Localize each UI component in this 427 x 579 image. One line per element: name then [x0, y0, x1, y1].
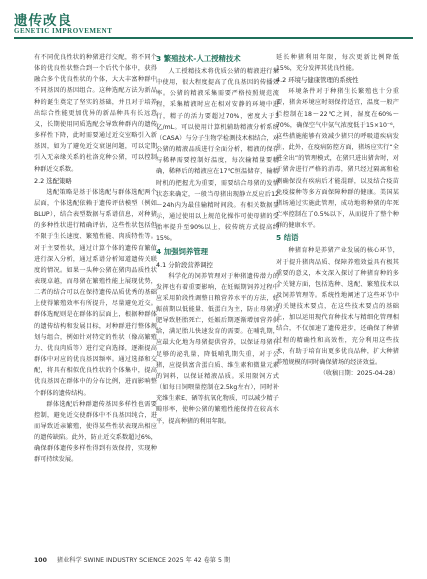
section-title: 遗传改良	[14, 13, 72, 29]
paragraph: 科学化的饲养管理对于种猪遗传潜力的发挥也有着重要影响，在妊娠期饲养过程中应采用阶段性调整日粮营养水平的方法，妊娠前期以低能量、低蛋白为主，防止母猪过肥导致胚胎死亡，妊娠后期逐渐增加营养供给，满足胎儿快速发育的需要。在哺乳期，应最大化地为母猪提供营养，以保证母猪有足够的泌乳量，降低哺乳期失重，对于公猪，应提供富含蛋白质、维生素和微量元素的饲料，以保证精液品质。采用限饲方式（如每日饲喂量控制在2.5kg左右），同时补充维生素E、硒等抗氧化物质，可以减少精子畸形率，使种公猪的繁殖性能保持在较高水平，提高种猪的利用年限。	[156, 272, 279, 425]
page-number: 100	[34, 557, 47, 564]
section-subtitle: GENETIC IMPROVEMENT	[14, 27, 113, 35]
text-column-3	[276, 52, 399, 379]
paragraph: 选配策略是基于体选配与群体选配两个层面，个体选配依赖于遗传评估模型（例如BLUP），结合表型数据与系谱信息，对种猪的多种性状进行精确评估，这些性状包括但不限于生长速度、繁殖性能、肉质特性等。对于主要性状，通过计算个体的遗传育繁值进行深入分析，通过系谱分析知道遗传关联度的情况。如果一头种公猪在猪肉品质性状表现卓越，而母猪在繁殖性能上展现优势，二者的结合可以在保持遗传品质优秀的基础上使得繁殖效率有所提升，尽量避免近交。群体选配则是在群体的层面上，根据种群体的遗传结构和发展目标，对种群进行整体规划与组合，例如针对特定的性状（像高繁殖力、优良肉质等）进行定向选择，逐渐提高群体中对应的优良基因频率。通过选择和交配，将具有相似优良性状的个体集中，提高优良基因在群体中的分布比例，进而影响整个群体的遗传结构。	[34, 188, 157, 397]
page-footer	[34, 555, 414, 564]
subheading-4-1: 4.1 分阶段营养调控	[156, 260, 213, 269]
journal-citation: 猪业科学 SWINE INDUSTRY SCIENCE 2025 年 42 卷第 5 期	[56, 557, 231, 564]
subheading-4-2: 4.2 环境与健康管理的系统性	[276, 76, 359, 85]
text-column-1	[34, 52, 157, 466]
paragraph: 环境条件对于种猪生长繁殖也十分重要，猪舍环境应时刻保持适宜，温度一般产栏控制在18～22℃之间，湿度在60%～70%，确保空气中氨气浓度低于15×10⁻⁶，这些措施能够有效减少猪只的呼吸道疾病发生，此外，在疫病防控方面，猪场应实行“全进全出”的管理模式，在猪只进出猪舍时，对于猪舍进行严格的消毒，猪只经过隔离和检测确保没有疾病后才能混群，以及结合疫苗免疫接种等多方面保障种群的健康。美国某猪场通过实施此管理，成功地将种猪的年死亡率控制在了0.5%以下，从而提升了整个种群的健康水平。	[276, 88, 399, 230]
paragraph: 种猪育种是养猪产业发展的核心环节，对于提升猪肉品质、保障养殖效益具有极其重要的意义，本文深入探讨了种猪育种的多个关键方面，包括选种、选配、繁殖技术以及饲养管理等。系统性地阐述了这些环节中的关键技术要点，在这些技术要点的基础上，加以运用现代育种技术与精细化管理相结合，不仅加速了遗传进步，还确保了种猪过程的精确性和高效性，充分利用这些技术，有助于培育出更多优良品种，扩大种猪养殖规模的同时确保猪场的经济效益。	[276, 247, 399, 366]
heading-5: 5 结语	[276, 233, 299, 243]
page-header	[0, 0, 427, 44]
heading-3: 3 繁殖技术-人工授精技术	[156, 54, 241, 63]
paragraph: 延长种猪利用年限，每次更新比例降低15%，充分发挥其优良性能。	[276, 54, 399, 73]
subheading-2-2: 2.2 选配策略	[34, 176, 72, 185]
header-divider	[14, 37, 413, 39]
paragraph: 有不同优良性状的种猪进行交配，将不同个体的优良性状整合到一个后代个体中，获得融合多个优良性状的个体，大大丰富种群中不同基因的基因组合。这种选配方法为新品种的诞生奠定了坚实的基础，并且对于培养出综合性能更加优异的新品种具有长远意义，长期使用同质选配会导致种群内的遗传多样性下降，此时需要通过近交室略引入新基因，如为了避免近交衰退问题，可以定期引入无亲缘关系的杜洛克种公猪，可以控制种群近交系数。	[34, 54, 157, 173]
received-date: （收稿日期：2025-04-28）	[319, 370, 399, 378]
heading-4: 4 加强饲养管理	[156, 246, 209, 256]
paragraph: 群体选配后种群遗传基因多样性也需要控制，避免近交使群体中不良基因纯合，进而导致近亲繁殖，使得某些性状表现出相应的遗传缺陷。此外，防止近交系数超过6%，确保群体遗传多样性得到有效保持，实现种群可持续发展。	[34, 400, 157, 464]
text-column-2	[156, 52, 279, 427]
paragraph: 人工授精技术将优质公猪的精液进行集中使用，很大程度提高了优良基因的传播效率。公猪的精液采集需要严格按照规范流程，采集精液时应在相对安静的环境中进行，精子的活力要超过70%，密度大于3亿/mL。可以使用计算机辅助精液分析系统（CASA）与分子生物学检测技术相结合，对公猪的精液品质进行全面分析，精液的保存与稀释需要控制好温度，每次输精量要精确，稀释后的精液应在17℃恒温储存，输精时机的把握尤为重要，需要结合母猪的发情状态来确定，一般当母猪出现静立反应后12～24h内为最佳输精时间段。有相关数据显示，通过使用以上规范化操作可使母猪的受胎率提升至90%以上，较传统方式提高约15%。	[156, 68, 279, 243]
